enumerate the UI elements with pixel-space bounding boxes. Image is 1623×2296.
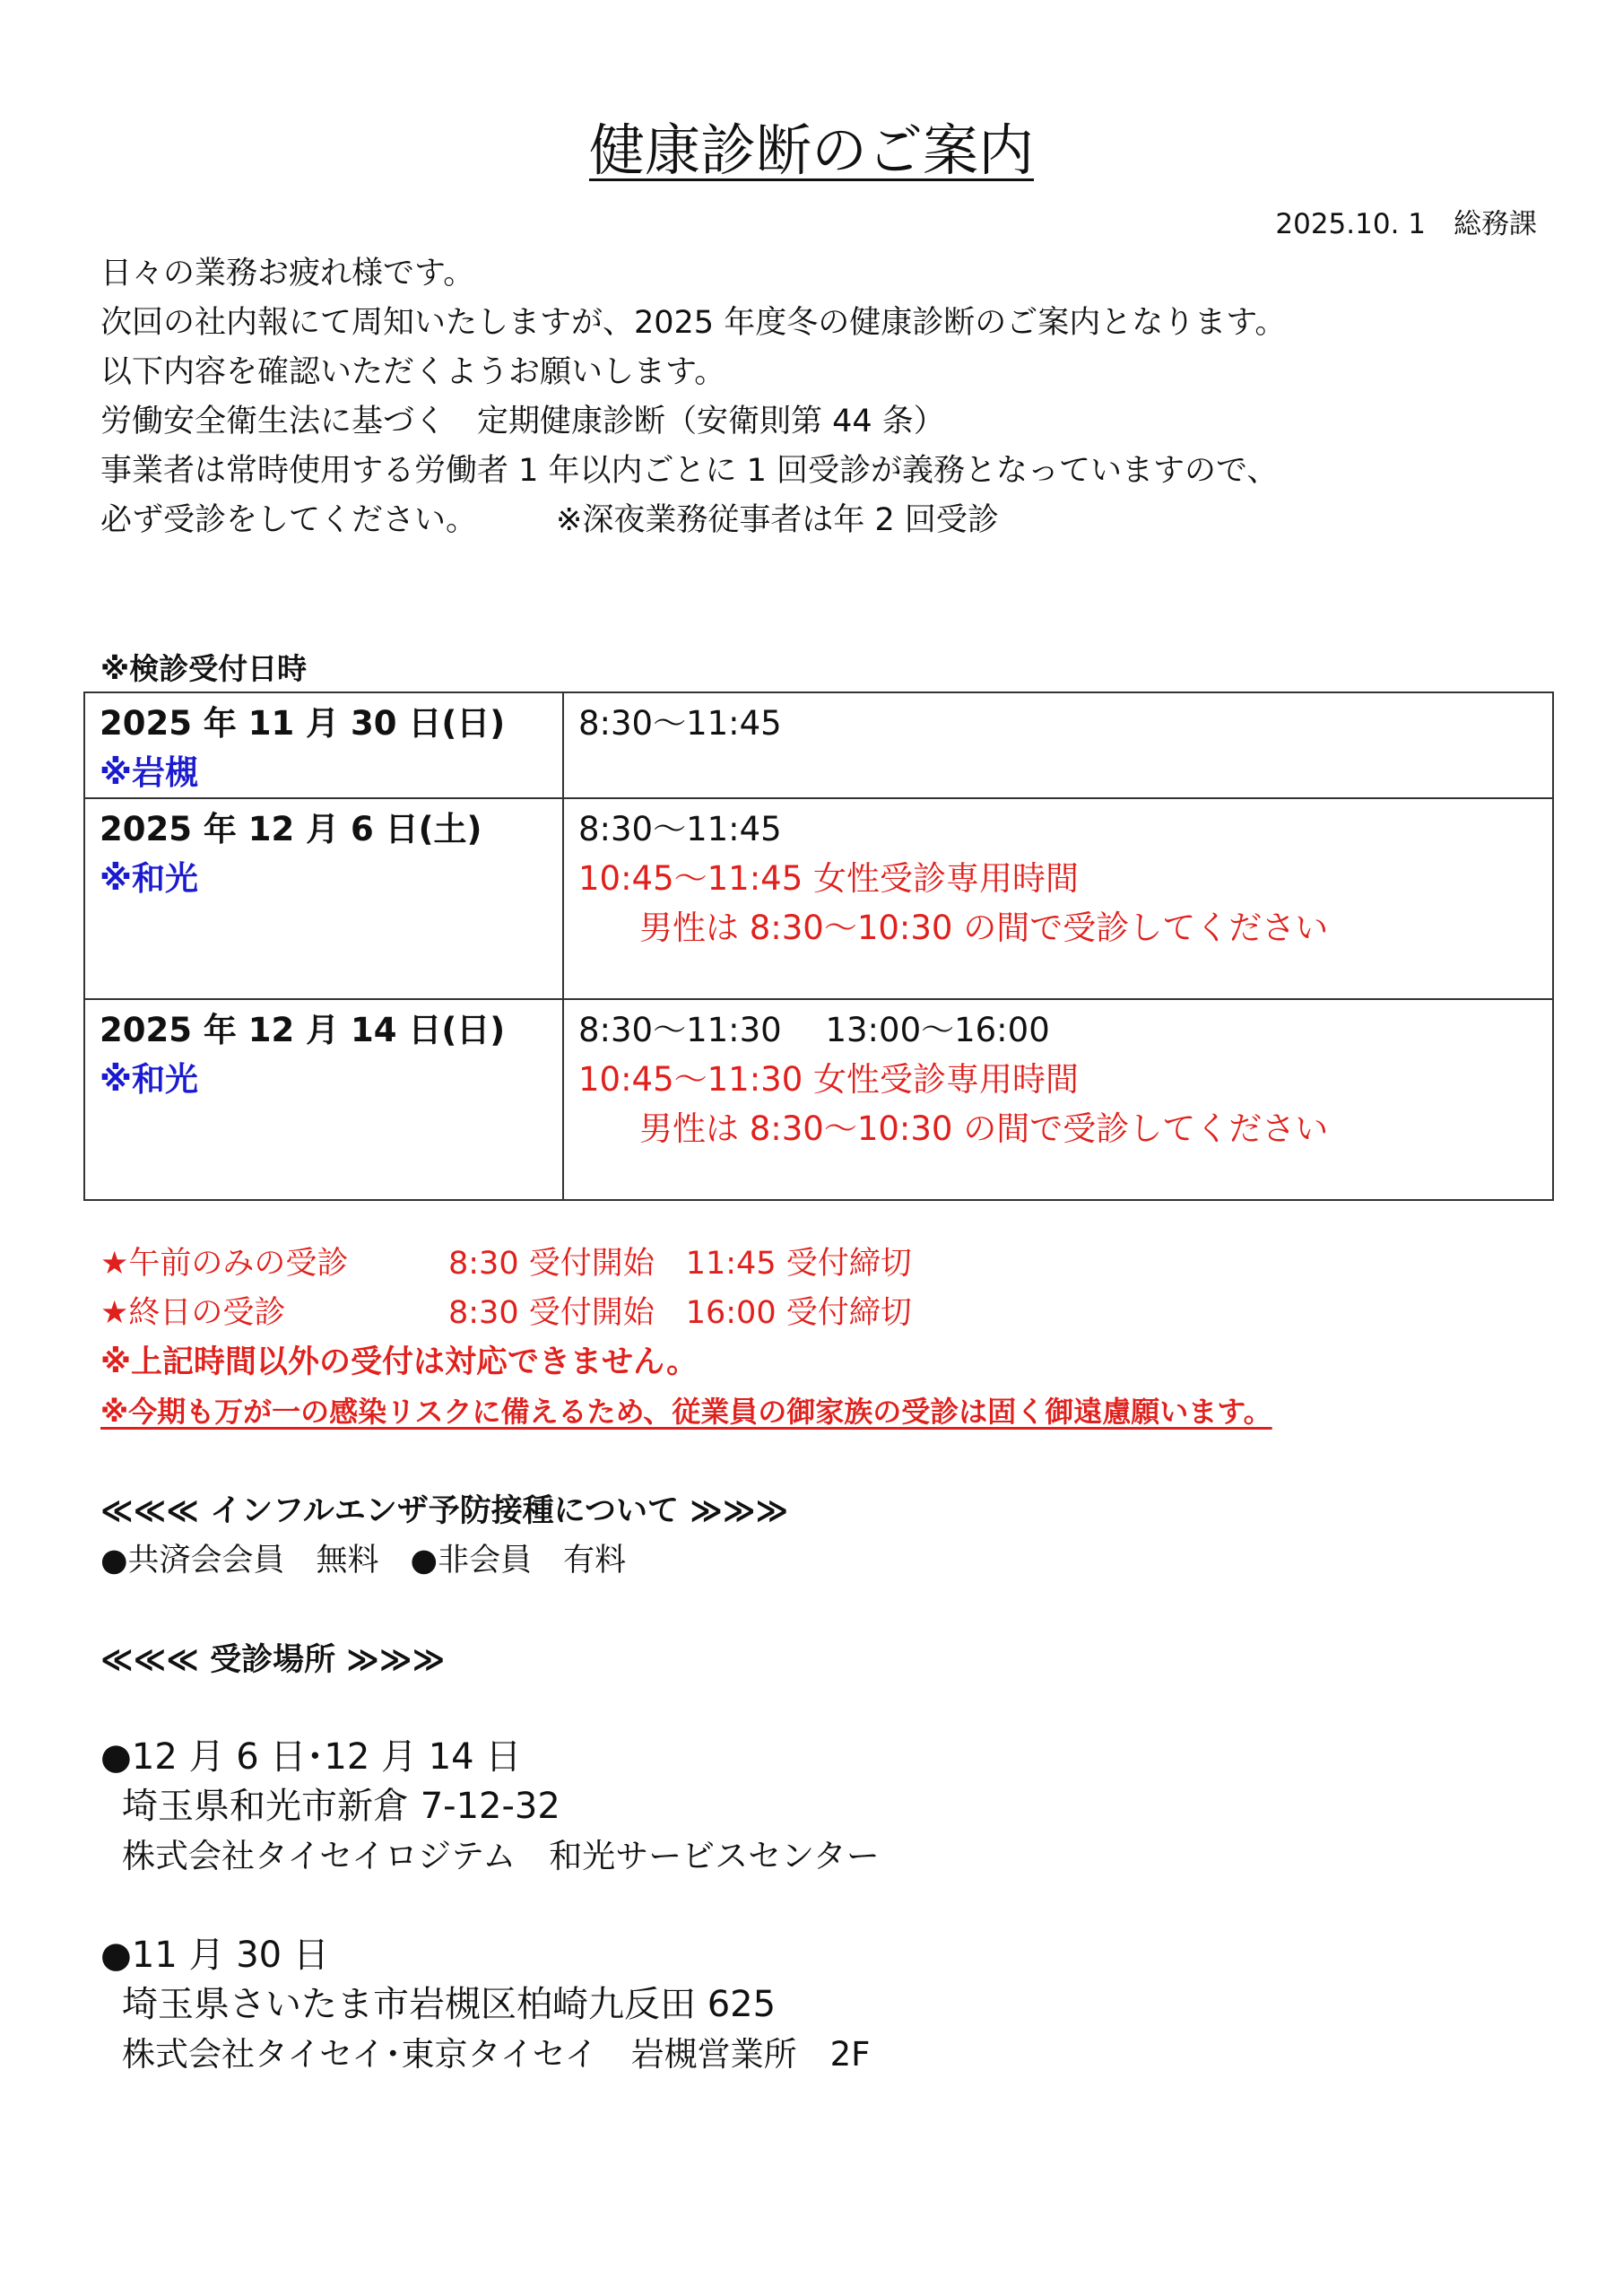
venue-1-name: 株式会社タイセイロジテム 和光サービスセンター <box>122 1837 880 1875</box>
venue-1-dates: ●12 月 6 日･12 月 14 日 <box>100 1736 522 1778</box>
intro-line-2: 次回の社内報にて周知いたしますが、2025 年度冬の健康診断のご案内となります。 <box>100 305 1287 341</box>
schedule-date: 2025 年 12 月 6 日(土) <box>100 810 482 848</box>
reception-morning-label: ★午前のみの受診 <box>100 1246 349 1282</box>
notice-family: ※今期も万が一の感染リスクに備えるため、従業員の御家族の受診は固く御遠慮願います。 <box>100 1395 1272 1429</box>
venue-2-name: 株式会社タイセイ･東京タイセイ 岩槻営業所 2F <box>122 2035 871 2074</box>
schedule-date-cell <box>84 999 563 1200</box>
notice-time-limit: ※上記時間以外の受付は対応できません。 <box>100 1344 699 1380</box>
intro-note: ※深夜業務従事者は年 2 回受診 <box>556 502 999 538</box>
reception-allday-label: ★終日の受診 <box>100 1295 286 1331</box>
schedule-time-cell <box>563 692 1553 798</box>
schedule-time: 8:30～11:45 <box>578 810 782 848</box>
schedule-date-cell <box>84 798 563 999</box>
venue-heading: ≪≪≪ 受診場所 ≫≫≫ <box>100 1642 446 1678</box>
title-text: 健康診断のご案内 <box>588 117 1034 183</box>
reception-allday-detail: 8:30 受付開始 16:00 受付締切 <box>448 1295 912 1331</box>
schedule-date: 2025 年 12 月 14 日(日) <box>100 1011 506 1049</box>
intro-line-1: 日々の業務お疲れ様です。 <box>100 256 475 291</box>
intro-line-5: 事業者は常時使用する労働者 1 年以内ごとに 1 回受診が義務となっていますので、 <box>100 453 1279 489</box>
intro-line-6: 必ず受診をしてください。 <box>100 502 478 538</box>
venue-1-address: 埼玉県和光市新倉 7-12-32 <box>122 1786 560 1827</box>
schedule-place: ※和光 <box>100 859 198 898</box>
flu-heading: ≪≪≪ インフルエンザ予防接種について ≫≫≫ <box>100 1493 789 1529</box>
intro-line-4: 労働安全衛生法に基づく 定期健康診断（安衛則第 44 条） <box>100 404 945 439</box>
schedule-table <box>83 691 1554 1201</box>
schedule-place: ※岩槻 <box>100 753 198 792</box>
schedule-heading: ※検診受付日時 <box>100 651 308 686</box>
flu-fee-line: ●共済会会員 無料 ●非会員 有料 <box>100 1543 627 1578</box>
schedule-date: 2025 年 11 月 30 日(日) <box>100 704 506 743</box>
table-row <box>84 692 1553 798</box>
reception-morning-detail: 8:30 受付開始 11:45 受付締切 <box>448 1246 912 1282</box>
schedule-time-cell <box>563 999 1553 1200</box>
schedule-women-time: 10:45～11:30 女性受診専用時間 <box>578 1060 1080 1099</box>
intro-line-3: 以下内容を確認いただくようお願いします。 <box>100 354 726 390</box>
schedule-date-cell <box>84 692 563 798</box>
schedule-time: 8:30～11:30 13:00～16:00 <box>578 1011 1050 1049</box>
schedule-men-note: 男性は 8:30～10:30 の間で受診してください <box>639 1109 1329 1148</box>
venue-2-dates: ●11 月 30 日 <box>100 1935 329 1976</box>
schedule-men-note: 男性は 8:30～10:30 の間で受診してください <box>639 909 1329 947</box>
date-line: 2025.10. 1 総務課 <box>1275 208 1537 240</box>
schedule-place: ※和光 <box>100 1060 198 1099</box>
table-row <box>84 798 1553 999</box>
schedule-women-time: 10:45～11:45 女性受診専用時間 <box>578 859 1080 898</box>
schedule-time: 8:30～11:45 <box>578 704 782 743</box>
venue-2-address: 埼玉県さいたま市岩槻区柏崎九反田 625 <box>122 1984 777 2025</box>
schedule-time-cell <box>563 798 1553 999</box>
page-title <box>0 115 1623 187</box>
table-row <box>84 999 1553 1200</box>
